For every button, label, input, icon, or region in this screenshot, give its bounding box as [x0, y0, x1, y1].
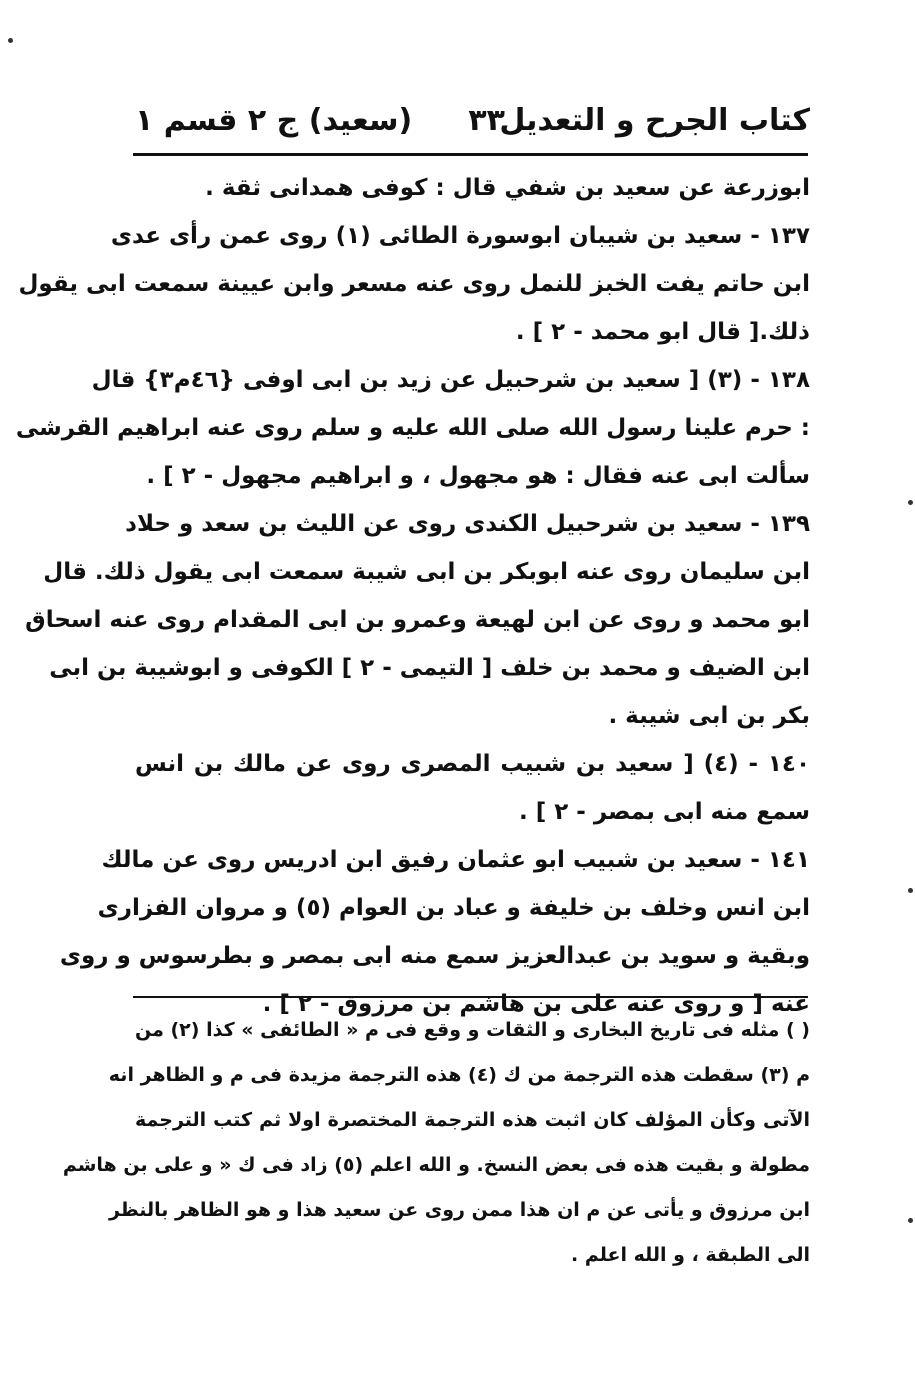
scan-speck	[908, 500, 913, 505]
entry-138-line: ١٣٨ - (٣) [ سعيد بن شرحبيل عن زيد بن ابى اوفى {٤٦م٣} قال	[91, 367, 810, 393]
text-line: ابن انس وخلف بن خليفة و عباد بن العوام (٥) و مروان الفزارى	[97, 895, 810, 921]
footnote-line: الى الطبقة ، و الله اعلم .	[571, 1244, 810, 1266]
book-title: كتاب الجرح و التعديل	[499, 103, 810, 138]
text-line: : حرم علينا رسول الله صلى الله عليه و سلم روى عنه ابراهيم القرشى	[15, 415, 810, 441]
entry-137-line: ١٣٧ - سعيد بن شيبان ابوسورة الطائى (١) روى عمن رأى عدى	[110, 223, 810, 249]
text-line: بكر بن ابى شيبة .	[608, 703, 810, 729]
text-line: وبقية و سويد بن عبدالعزيز سمع منه ابى بمصر و بطرسوس و روى	[59, 943, 810, 969]
text-line: ابوزرعة عن سعيد بن شفي قال : كوفى همدانى ثقة .	[205, 175, 810, 201]
text-line: ابن الضيف و محمد بن خلف [ التيمى - ٢ ] الكوفى و ابوشيبة بن ابى	[49, 655, 810, 681]
running-header	[135, 96, 810, 146]
entry-141-line: ١٤١ - سعيد بن شبيب ابو عثمان رفيق ابن ادريس روى عن مالك	[101, 847, 810, 873]
entry-139-line: ١٣٩ - سعيد بن شرحبيل الكندى روى عن الليث بن سعد و حلاد	[125, 511, 810, 537]
text-line: سألت ابى عنه فقال : هو مجهول ، و ابراهيم مجهول - ٢ ] .	[146, 463, 810, 489]
page-number: ٣٣	[468, 103, 505, 138]
footnote-line: ابن مرزوق و يأتى عن م ان هذا ممن روى عن سعيد هذا و هو الظاهر بالنظر	[108, 1199, 810, 1221]
text-line: سمع منه ابى بمصر - ٢ ] .	[518, 799, 810, 825]
text-line: عنه [ و روى عنه على بن هاشم بن مرزوق - ٢ ] .	[262, 991, 810, 1017]
text-line: ذلك.[ قال ابو محمد - ٢ ] .	[515, 319, 810, 345]
footnote-line: الآتى وكأن المؤلف كان اثبت هذه الترجمة المختصرة اولا ثم كتب الترجمة	[135, 1109, 810, 1131]
scan-speck	[8, 38, 13, 43]
section-label: (سعيد) ج ٢ قسم ١	[135, 103, 413, 138]
footnote-line: مطولة و بقيت هذه فى بعض النسخ. و الله اعلم (٥) زاد فى ك « و على بن هاشم	[62, 1154, 810, 1176]
text-line: ابو محمد و روى عن ابن لهيعة وعمرو بن ابى المقدام روى عنه اسحاق	[25, 607, 810, 633]
header-rule	[133, 153, 808, 156]
text-line: ابن سليمان روى عنه ابوبكر بن ابى شيبة سمعت ابى يقول ذلك. قال	[43, 559, 810, 585]
text-line: ابن حاتم يفت الخبز للنمل روى عنه مسعر وابن عيينة سمعت ابى يقول	[18, 271, 810, 297]
footnotes	[62, 1008, 810, 1278]
footnote-line: م (٣) سقطت هذه الترجمة من ك (٤) هذه الترجمة مزيدة فى م و الظاهر انه	[108, 1064, 810, 1086]
footnote-line: ( ) مثله فى تاريخ البخارى و الثقات و وقع فى م « الطائفى » كذا (٢) من	[135, 1019, 810, 1041]
entry-140-line: ١٤٠ - (٤) [ سعيد بن شبيب المصرى روى عن مالك بن انس	[135, 751, 811, 777]
main-text	[15, 164, 811, 1028]
footnote-rule	[133, 996, 808, 998]
scan-speck	[908, 1218, 913, 1223]
scan-speck	[908, 888, 913, 893]
